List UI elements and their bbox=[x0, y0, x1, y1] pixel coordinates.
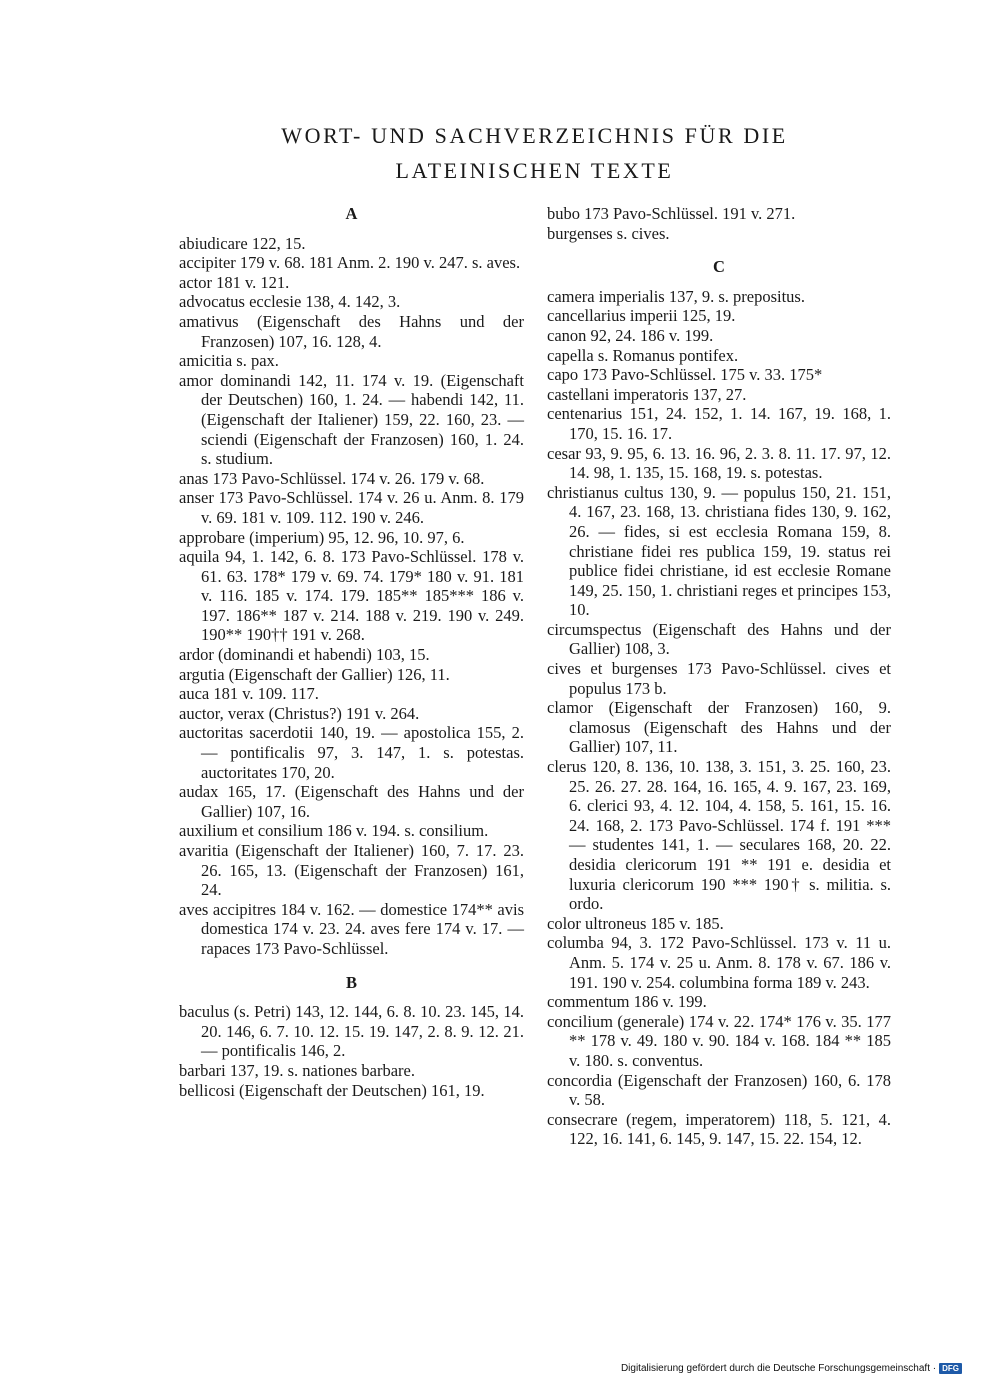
index-entry: circumspectus (Eigenschaft des Hahns und der Gallier) 108, 3. bbox=[547, 619, 891, 659]
index-entry: canon 92, 24. 186 v. 199. bbox=[547, 325, 714, 345]
index-entry: argutia (Eigenschaft der Gallier) 126, 11. bbox=[179, 664, 450, 684]
letter-heading-c: C bbox=[713, 257, 725, 277]
entries-b bbox=[179, 1002, 524, 1100]
letter-heading-b: B bbox=[345, 972, 357, 992]
index-entry: cesar 93, 9. 95, 6. 13. 16. 96, 2. 3. 8. 11. 17. 97, 12. 14. 98, 1. 135, 15. 168, 19. s. potestas. bbox=[547, 443, 891, 483]
title-line-1: WORT- UND SACHVERZEICHNIS FÜR DIE bbox=[281, 123, 788, 148]
index-entry: auxilium et consilium 186 v. 194. s. consilium. bbox=[179, 821, 489, 841]
index-entry: cancellarius imperii 125, 19. bbox=[547, 306, 736, 326]
index-entry: approbare (imperium) 95, 12. 96, 10. 97, 6. bbox=[179, 527, 465, 547]
index-entry: capo 173 Pavo-Schlüssel. 175 v. 33. 175* bbox=[547, 365, 823, 385]
index-entry: clamor (Eigenschaft der Franzosen) 160, 9. clamosus (Eigenschaft des Hahns und der Gallier) 107, 11. bbox=[547, 698, 891, 757]
index-entry: commentum 186 v. 199. bbox=[547, 992, 707, 1012]
index-entry: actor 181 v. 121. bbox=[179, 272, 290, 292]
index-entry: avaritia (Eigenschaft der Italiener) 160, 7. 17. 23. 26. 165, 13. (Eigenschaft der Franzosen) 161, 24. bbox=[179, 841, 524, 900]
index-entry: abiudicare 122, 15. bbox=[179, 233, 306, 253]
index-entry: auctoritas sacerdotii 140, 19. — apostolica 155, 2. — pontificalis 97, 3. 147, 1. s. potestas. auctoritates 170, 20. bbox=[179, 723, 524, 782]
index-entry: columba 94, 3. 172 Pavo-Schlüssel. 173 v. 11 u. Anm. 5. 174 v. 25 u. Anm. 8. 178 v. 67. 186 v. 191. 190 v. 254. columbina forma 189 v. 243. bbox=[547, 933, 891, 992]
index-entry: christianus cultus 130, 9. — populus 150, 21. 151, 4. 167, 23. 168, 13. christiana fides 130, 9. 162, 26. — fides, si est ecclesia Romana 159, 8. christiane fidei res publica 159, 19. status rei publice fidei christiane, id est ecclesie Romane 149, 25. 150, 1. christiani reges et principes 153, 10. bbox=[547, 482, 891, 620]
index-entry: concilium (generale) 174 v. 22. 174* 176 v. 35. 177 ** 178 v. 49. 180 v. 90. 184 v. 168. 184 ** 185 v. 180. s. conventus. bbox=[547, 1011, 891, 1070]
index-entry: consecrare (regem, imperatorem) 118, 5. 121, 4. 122, 16. 141, 6. 145, 9. 147, 15. 22. 154, 12. bbox=[547, 1109, 891, 1149]
left-column bbox=[179, 204, 524, 1100]
index-entry: bellicosi (Eigenschaft der Deutschen) 161, 19. bbox=[179, 1080, 485, 1100]
index-entry: auctor, verax (Christus?) 191 v. 264. bbox=[179, 703, 420, 723]
index-entry: aquila 94, 1. 142, 6. 8. 173 Pavo-Schlüssel. 178 v. 61. 63. 178* 179 v. 69. 74. 179* 180 v. 91. 181 v. 116. 185 v. 174. 179. 185** 185*** 186 v. 197. 186** 187 v. 214. 188 v. 219. 190 v. 249. 190** 190†† 191 v. 268. bbox=[179, 547, 524, 645]
index-entry: cives et burgenses 173 Pavo-Schlüssel. cives et populus 173 b. bbox=[547, 659, 891, 698]
index-entry: aves accipitres 184 v. 162. — domestice 174** avis domestica 174 v. 23. 24. aves fere 174 v. 17. — rapaces 173 Pavo-Schlüssel. bbox=[179, 899, 524, 958]
index-entry: accipiter 179 v. 68. 181 Anm. 2. 190 v. 247. s. aves. bbox=[179, 253, 521, 273]
index-entry: camera imperialis 137, 9. s. prepositus. bbox=[547, 286, 805, 306]
page-title bbox=[0, 118, 1000, 188]
index-entry: audax 165, 17. (Eigenschaft des Hahns und der Gallier) 107, 16. bbox=[179, 782, 524, 821]
index-entry: ardor (dominandi et habendi) 103, 15. bbox=[179, 645, 430, 665]
index-entry: baculus (s. Petri) 143, 12. 144, 6. 8. 10. 23. 145, 14. 20. 146, 6. 7. 10. 12. 15. 19. 147, 2. 8. 9. 12. 21. — pontificalis 146, 2. bbox=[179, 1002, 524, 1061]
entries-c bbox=[547, 287, 891, 1149]
footer-text: Digitalisierung gefördert durch die Deutsche Forschungsgemeinschaft · bbox=[620, 1363, 937, 1374]
index-entry: auca 181 v. 109. 117. bbox=[179, 684, 319, 704]
letter-heading-a: A bbox=[345, 204, 358, 223]
entries-a bbox=[179, 234, 524, 959]
index-entry: castellani imperatoris 137, 27. bbox=[547, 384, 747, 404]
index-entry: clerus 120, 8. 136, 10. 138, 3. 151, 3. 25. 160, 23. 25. 26. 27. 28. 164, 16. 165, 4. 9. 167, 23. 169, 6. clerici 93, 4. 12. 104, 4. 158, 5. 161, 15. 16. 24. 168, 2. 173 Pavo-Schlüssel. 174 f. 191 *** — studentes 141, 1. — seculares 168, 20. 22. desidia clericorum 191 ** 191 e. desidia et luxuria clericorum 190 *** 190† s. militia. s. ordo. bbox=[547, 757, 891, 914]
index-entry: burgenses s. cives. bbox=[547, 223, 670, 243]
index-entry: capella s. Romanus pontifex. bbox=[547, 345, 739, 365]
title-line-2: LATEINISCHEN TEXTE bbox=[395, 158, 674, 183]
index-entry: advocatus ecclesie 138, 4. 142, 3. bbox=[179, 292, 401, 312]
dfg-logo: DFG bbox=[939, 1363, 962, 1374]
index-entry: anser 173 Pavo-Schlüssel. 174 v. 26 u. Anm. 8. 179 v. 69. 181 v. 109. 112. 190 v. 246. bbox=[179, 488, 524, 527]
index-entry: amor dominandi 142, 11. 174 v. 19. (Eigenschaft der Deutschen) 160, 1. 24. — habendi 142, 11. (Eigenschaft der Italiener) 159, 22. 160, 23. — sciendi (Eigenschaft der Franzosen) 160, 1. 24. s. studium. bbox=[179, 370, 524, 469]
index-entry: barbari 137, 19. s. nationes barbare. bbox=[179, 1060, 415, 1080]
index-entry: bubo 173 Pavo-Schlüssel. 191 v. 271. bbox=[547, 204, 796, 223]
digitization-footer bbox=[621, 1363, 962, 1374]
index-entry: amativus (Eigenschaft des Hahns und der Franzosen) 107, 16. 128, 4. bbox=[179, 311, 524, 351]
index-entry: concordia (Eigenschaft der Franzosen) 160, 6. 178 v. 58. bbox=[547, 1070, 891, 1110]
index-entry: amicitia s. pax. bbox=[179, 351, 279, 371]
index-entry: anas 173 Pavo-Schlüssel. 174 v. 26. 179 v. 68. bbox=[179, 468, 485, 488]
index-entry: color ultroneus 185 v. 185. bbox=[547, 913, 724, 933]
entries-b-continued bbox=[547, 204, 891, 243]
right-column bbox=[547, 204, 891, 1149]
index-entry: centenarius 151, 24. 152, 1. 14. 167, 19. 168, 1. 170, 15. 16. 17. bbox=[547, 404, 891, 443]
